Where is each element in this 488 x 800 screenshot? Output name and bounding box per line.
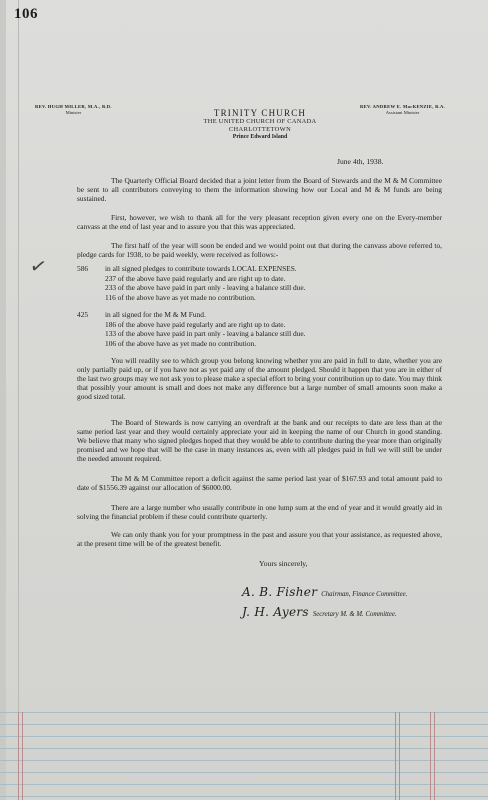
signature-handwriting: A. B. Fisher [242,585,318,599]
ledger-rule [0,724,488,725]
ledger-column-rule [434,712,435,800]
ledger-rule [0,736,488,737]
paragraph-canvass-text: The first half of the year will soon be ended and we would point out that during the canvass above referred to, pledge cards for 1938, to be paid weekly, were received as follows:- [77,241,442,259]
letter-date: June 4th, 1938. [337,157,384,166]
local-expenses-section [77,264,442,314]
ledger-column-rule [395,712,396,800]
ledger-rule [0,748,488,749]
city: CHARLOTTETOWN [228,126,292,133]
denomination: THE UNITED CHURCH OF CANADA [203,118,317,125]
ledger-ruling [0,712,488,800]
mm-line: 133 of the above have paid in part only - leaving a balance still due. [105,329,306,338]
page-number: 106 [14,6,38,22]
ledger-rule [0,760,488,761]
paragraph-thanks [77,213,442,231]
mm-fund-section [77,310,442,360]
mm-line: 186 of the above have paid regularly and are right up to date. [105,319,286,329]
local-pledge-count: 586 [77,264,89,273]
margin-rule [18,0,19,800]
local-line: 116 of the above have as yet made no contribution. [105,292,256,302]
signature-secretary [242,605,397,619]
assistant-minister-header [360,104,445,116]
signature-chairman [242,585,407,599]
ledger-column-rule [18,712,19,800]
ledger-column-rule [22,712,23,800]
ledger-rule [0,784,488,785]
paragraph-groups-text: You will readily see to which group you belong knowing whether you are paid in full to date, whether you are only partially paid up, or if you have not as yet paid any of the amount pledged. Should it happen that you are in either of the last two groups may we not ask you to please make a special effort to bring your contribution up to date. You may think that possibly your amount is small and does not make any difference but a large number of small amounts soon make a good sized total. [77,356,442,401]
paragraph-lump-sum [77,503,442,521]
page-edge [0,0,6,800]
minister-header [35,104,112,116]
paragraph-lump-sum-text: There are a large number who usually contribute in one lump sum at the end of year and it would greatly aid in solving the financial problem if these could contribute quarterly. [77,503,442,521]
closing: Yours sincerely, [259,559,308,568]
minister-name: REV. HUGH MILLER, M.A., B.D. [35,104,112,109]
paragraph-deficit [77,474,442,492]
paragraph-groups [77,356,442,401]
paragraph-thanks-close [77,530,442,548]
ledger-column-rule [430,712,431,800]
mm-line: in all signed for the M & M Fund. [105,310,206,319]
handwritten-check-mark: ✓ [27,252,50,280]
local-line: 233 of the above have paid in part only - leaving a balance still due. [105,283,306,292]
ledger-rule [0,796,488,797]
mm-pledge-count: 425 [77,310,89,319]
paragraph-thanks-close-text: We can only thank you for your promptness in the past and assure you that your assistance, as requested above, at the present time will be of the greatest benefit. [77,530,442,548]
mm-line: 106 of the above have as yet made no contribution. [105,338,257,348]
ledger-rule [0,772,488,773]
paragraph-intro [77,176,442,203]
signature-handwriting: J. H. Ayers [242,605,309,619]
church-letterhead [190,108,330,141]
paragraph-intro-text: The Quarterly Official Board decided that a joint letter from the Board of Stewards and the M & M Committee be sent to all contributors conveying to them the information showing how our Local and M & M funds are being sustained. [77,176,442,203]
church-name: TRINITY CHURCH [213,108,307,118]
paragraph-canvass [77,241,442,259]
local-line: in all signed pledges to contribute towards LOCAL EXPENSES. [105,264,297,273]
paragraph-thanks-text: First, however, we wish to thank all for the very pleasant reception given every one on the Every-member canvass at the end of last year and to assure you that this was appreciated. [77,213,442,231]
paragraph-stewards [77,418,442,463]
province: Prince Edward Island [232,134,288,140]
minister-title: Minister [65,110,82,115]
signature-role: Chairman, Finance Committee. [321,591,408,598]
signature-role: Secretary M. & M. Committee. [312,611,397,618]
ledger-rule [0,712,488,713]
assistant-minister-title: Assistant Minister [385,110,420,115]
assistant-minister-name: REV. ANDREW E. MacKENZIE, B.A. [360,104,446,109]
paragraph-deficit-text: The M & M Committee report a deficit against the same period last year of $167.93 and total amount paid to date of $1556.39 against our allocation of $6000.00. [77,474,442,492]
ledger-column-rule [399,712,400,800]
paragraph-stewards-text: The Board of Stewards is now carrying an overdraft at the bank and our receipts to date are less than at the same period last year and they would certainly appreciate your aid in keeping the name of our Church in good standing. We believe that many who signed pledges hoped that they would be able to contribute during the year more than originally promised and we hope that will be the case in many instances as, even with all pledges paid in full we will still be under the needed amount required. [77,418,442,463]
local-line: 237 of the above have paid regularly and are right up to date. [105,273,286,283]
